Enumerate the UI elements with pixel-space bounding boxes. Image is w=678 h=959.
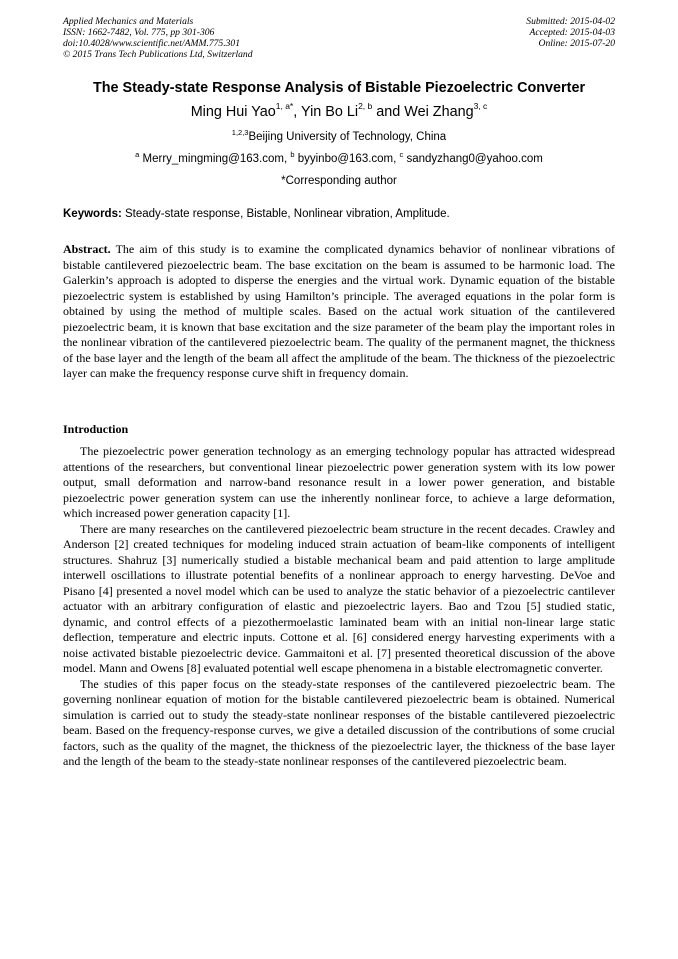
author-list xyxy=(0,103,678,121)
email-address: byyinbo@163.com, xyxy=(297,153,397,165)
paragraph: The studies of this paper focus on the steady-state responses of the cantilevered piezoelectric beam. The governing nonlinear equation of motion for the bistable cantilevered piezoelectric beam is obtained. Numerical simulation is carried out to study the steady-state nonlinear responses of the bistable cantilevered piezoelectric beam. Based on the frequency-response curves, we give a detailed discussion of the contributions of some crucial factors, such as the quality of the magnet, the thickness of the piezoelectric layer, the thickness of the base layer and the length of the beam to the steady-state nonlinear responses of the cantilevered piezoelectric beam. xyxy=(63,676,615,768)
copyright-info: © 2015 Trans Tech Publications Ltd, Switzerland xyxy=(63,49,253,60)
author-name: Wei Zhang xyxy=(404,104,474,120)
author-superscript: 3, c xyxy=(473,101,488,112)
email-superscript: c xyxy=(399,150,404,160)
keywords-label: Keywords: xyxy=(63,208,122,220)
keywords xyxy=(63,207,450,221)
introduction-section xyxy=(63,444,615,770)
issn-info: ISSN: 1662-7482, Vol. 775, pp 301-306 xyxy=(63,27,215,38)
submitted-date: Submitted: 2015-04-02 xyxy=(526,16,615,27)
author-separator: and xyxy=(372,104,405,120)
author-name: Yin Bo Li xyxy=(301,104,359,120)
author-superscript: 2, b xyxy=(358,101,373,112)
email-address: sandyzhang0@yahoo.com xyxy=(406,153,543,165)
journal-name: Applied Mechanics and Materials xyxy=(63,16,194,27)
keywords-text: Steady-state response, Bistable, Nonlinear vibration, Amplitude. xyxy=(125,208,450,220)
section-heading-introduction: Introduction xyxy=(63,422,129,436)
abstract xyxy=(63,242,615,382)
author-separator: , xyxy=(293,104,301,120)
affiliation xyxy=(0,130,678,144)
email-superscript: b xyxy=(290,150,295,160)
email-superscript: a xyxy=(135,150,140,160)
publication-dates xyxy=(526,16,615,49)
doi-info: doi:10.4028/www.scientific.net/AMM.775.301 xyxy=(63,38,241,49)
paragraph: The piezoelectric power generation technology as an emerging technology popular has attracted widespread attentions of the researchers, but conventional linear piezoelectric power generation system with its low power output, small deformation and narrow-band resonance result in a lower power generation, and bistable piezoelectric power generation system can use the inherently nonlinear force, to achieve a large deformation, which increased power generation capacity [1]. xyxy=(63,444,615,520)
publication-info xyxy=(63,16,253,60)
corresponding-author-note: *Corresponding author xyxy=(281,175,397,187)
author-name: Ming Hui Yao xyxy=(190,104,276,120)
author-superscript: 1, a* xyxy=(275,101,294,112)
paper-title: The Steady-state Response Analysis of Bistable Piezoelectric Converter xyxy=(92,80,586,96)
accepted-date: Accepted: 2015-04-03 xyxy=(529,27,615,38)
abstract-text: The aim of this study is to examine the complicated dynamics behavior of nonlinear vibrations of bistable cantilevered piezoelectric beam. The base excitation on the beam is assumed to be harmonic load. The Galerkin’s approach is adopted to disperse the energies and the virtual work. Dynamic equation of the bistable piezoelectric system is established by using Hamilton’s principle. The averaged equations in the polar form is obtained by using the method of multiple scales. Based on the actual work situation of the cantilevered piezoelectric beam, it is known that base excitation and the size parameter of the beam play the important roles in the nonlinear vibration of the cantilevered piezoelectric beam. The quality of the permanent magnet, the thickness of the base layer and the length of the beam all affect the amplitude of the beam. The thickness of the piezoelectric layer can make the frequency response curve shift in frequency domain. xyxy=(63,242,615,380)
affiliation-text: Beijing University of Technology, China xyxy=(248,131,447,143)
abstract-label: Abstract. xyxy=(63,242,111,256)
author-emails xyxy=(0,152,678,166)
paragraph: There are many researches on the cantilevered piezoelectric beam structure in the recent decades. Crawley and Anderson [2] created techniques for modeling induced strain actuation of beam-like components of intelligent structures. Shahruz [3] numerically studied a bistable mechanical beam and paid attention to large amplitude interwell oscillations to illustrate potential benefits of a nonlinear approach to energy harvesting. DeVoe and Pisano [4] presented a novel model which can be used to analyze the static behavior of a piezoelectric cantilever actuator with an arbitrary configuration of elastic and piezoelectric layers. Bao and Tzou [5] studied static, dynamic, and control effects of a piezothermoelastic laminated beam with an initial non-linear large static deflection, temperature and electric inputs. Cottone et al. [6] considered energy harvesting experiments with a noise activated bistable piezoelectric device. Gammaitoni et al. [7] presented theoretical discussion of the above model. Mann and Owens [8] evaluated potential well escape phenomena in a bistable electromagnetic converter. xyxy=(63,521,615,675)
affiliation-superscript: 1,2,3 xyxy=(231,128,249,138)
email-address: Merry_mingming@163.com, xyxy=(142,153,288,165)
online-date: Online: 2015-07-20 xyxy=(538,38,615,49)
